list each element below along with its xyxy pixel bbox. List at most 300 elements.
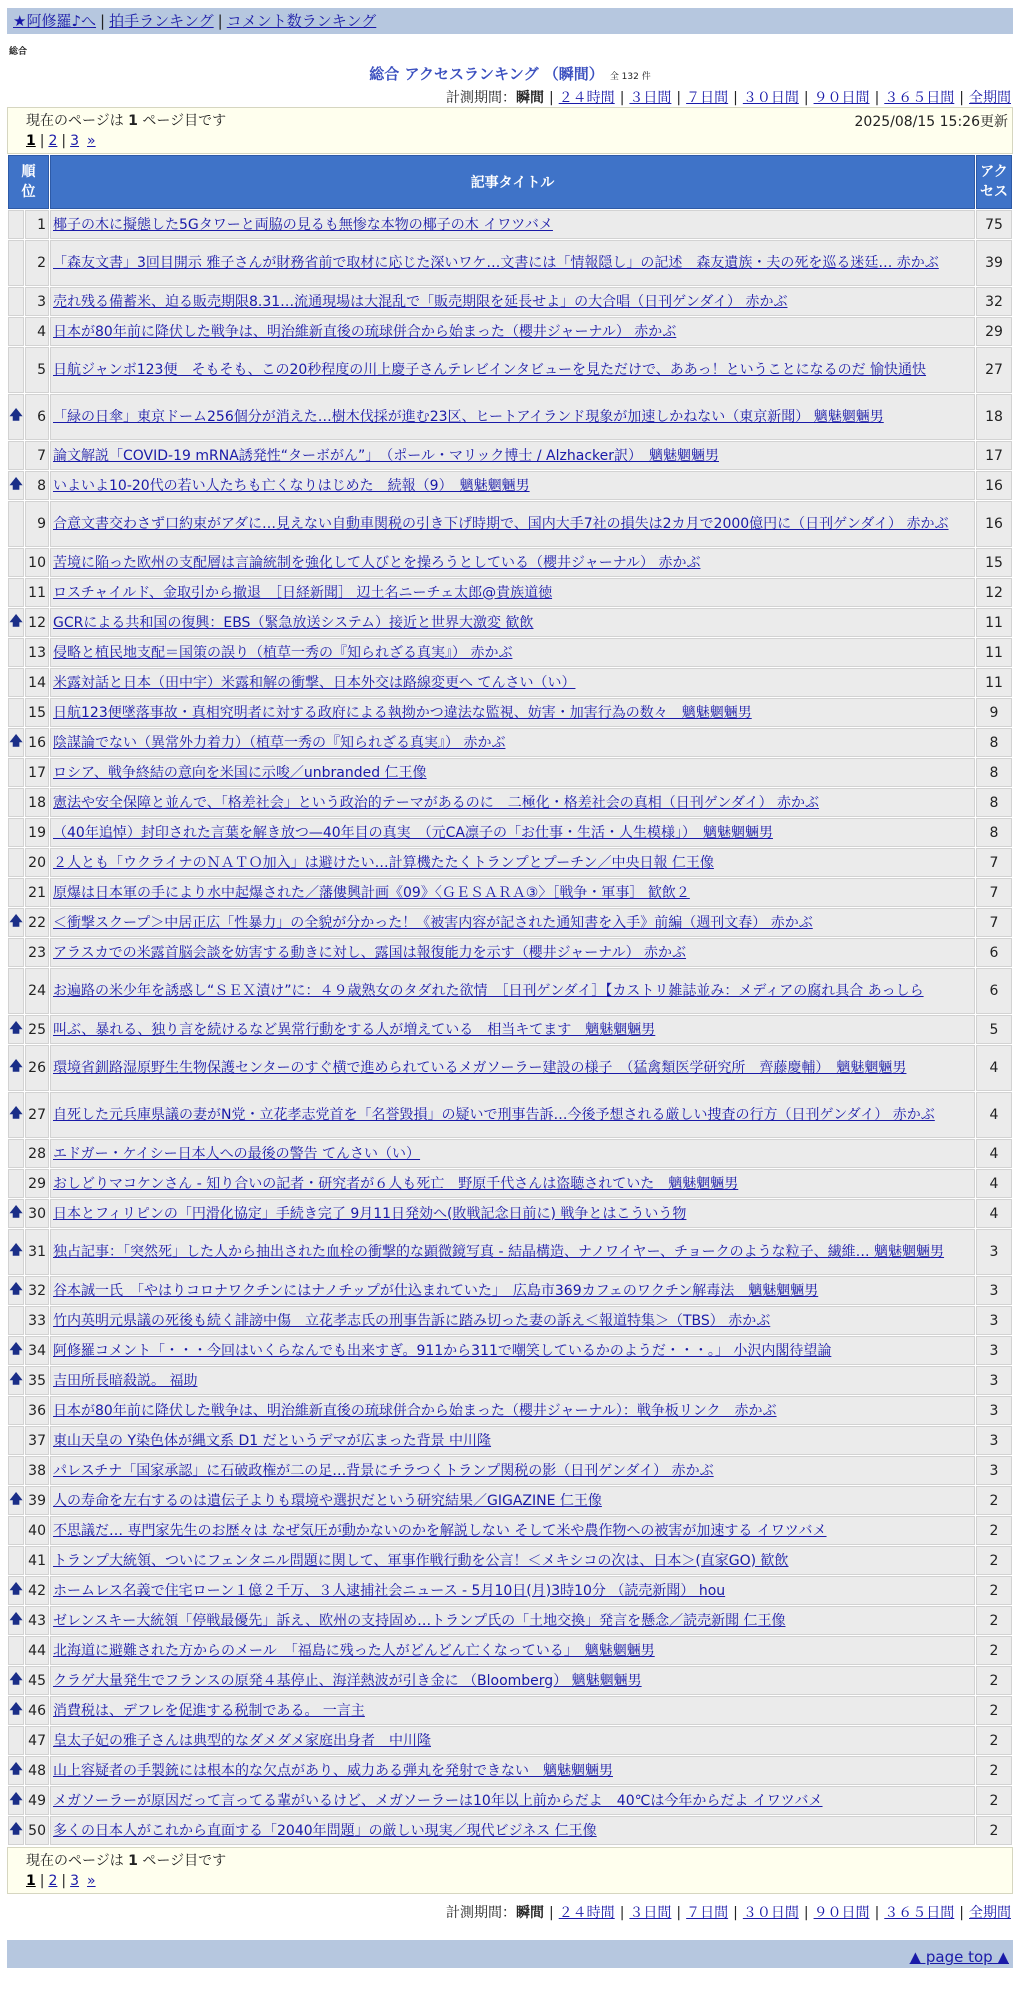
table-row [8, 441, 1012, 470]
title-cell [50, 938, 975, 967]
title-cell [50, 240, 975, 286]
rank-cell: 18 [25, 788, 49, 817]
access-count-cell: 2 [976, 1606, 1012, 1635]
table-row [8, 1229, 1012, 1275]
title-cell [50, 394, 975, 440]
trend-cell [8, 1229, 24, 1275]
bottom-nav [7, 1940, 1013, 1968]
period-option[interactable]: 全期間 [969, 90, 1011, 106]
access-count-cell: 2 [976, 1786, 1012, 1815]
nav-link-applause-ranking[interactable]: 拍手ランキング [109, 12, 214, 30]
title-cell [50, 1546, 975, 1575]
up-arrow-icon: 🡅 [9, 1611, 23, 1627]
article-link[interactable]: 山上容疑者の手製銃には根本的な欠点があり、威力ある弾丸を発射できない 魑魅魍魎男 [53, 1762, 613, 1779]
trend-cell [8, 1276, 24, 1305]
table-row [8, 1045, 1012, 1091]
next-page-link[interactable]: » [87, 133, 96, 149]
article-link[interactable]: 論文解説「COVID-19 mRNA誘発性“ターボがん”」 （ポール・マリック博士 / Alzhacker訳） 魑魅魍魎男 [53, 447, 719, 464]
article-link[interactable]: ＜衝撃スクープ＞中居正広「性暴力」の全貌が分かった！《被害内容が記された通知書を入手》前編（週刊文春） 赤かぶ [53, 914, 813, 931]
trend-cell [8, 1546, 24, 1575]
access-count-cell: 4 [976, 1139, 1012, 1168]
article-link[interactable]: 阿修羅コメント「・・・今回はいくらなんでも出来すぎ。911から311で嘲笑しているかのようだ・・・。」 小沢内閣待望論 [53, 1342, 832, 1359]
table-row [8, 1396, 1012, 1425]
trend-cell [8, 1456, 24, 1485]
period-separator: | [874, 90, 880, 106]
ranking-table-body [8, 210, 1012, 1845]
rank-cell: 24 [25, 968, 49, 1014]
rank-cell: 8 [25, 471, 49, 500]
trend-cell [8, 1015, 24, 1044]
period-separator: | [803, 1905, 809, 1921]
period-separator: | [959, 1905, 964, 1921]
trend-cell [8, 1786, 24, 1815]
rank-cell: 29 [25, 1169, 49, 1198]
rank-cell: 37 [25, 1426, 49, 1455]
title-cell [50, 1576, 975, 1605]
access-count-cell: 6 [976, 968, 1012, 1014]
period-separator: | [676, 1905, 682, 1921]
rank-cell: 38 [25, 1456, 49, 1485]
access-count-cell: 7 [976, 908, 1012, 937]
trend-cell [8, 638, 24, 667]
access-count-cell: 3 [976, 1276, 1012, 1305]
period-option[interactable]: ７日間 [686, 1905, 729, 1921]
page-separator: | [61, 1873, 67, 1889]
trend-cell [8, 728, 24, 757]
up-arrow-icon: 🡅 [9, 1581, 23, 1597]
article-link[interactable]: 日本が80年前に降伏した戦争は、明治維新直後の琉球併合から始まった（櫻井ジャーナル）：戦争板リンク 赤かぶ [53, 1402, 777, 1419]
period-separator: | [548, 1905, 554, 1921]
table-row [8, 471, 1012, 500]
trend-cell [8, 1726, 24, 1755]
title-cell [50, 728, 975, 757]
article-link[interactable]: メガソーラーが原因だって言ってる輩がいるけど、メガソーラーは10年以上前からだよ 40℃は今年からだよ イワツバメ [53, 1792, 823, 1809]
up-arrow-icon: 🡅 [9, 408, 23, 423]
title-cell [50, 1486, 975, 1515]
title-cell [50, 638, 975, 667]
period-label: 計測期間： [445, 1905, 516, 1921]
trend-cell [8, 1576, 24, 1605]
table-row [8, 848, 1012, 877]
rank-cell: 25 [25, 1015, 49, 1044]
table-row [8, 548, 1012, 577]
header-title: 記事タイトル [50, 155, 975, 209]
access-count-cell: 17 [976, 441, 1012, 470]
table-row [8, 728, 1012, 757]
trend-cell [8, 758, 24, 787]
title-cell [50, 1636, 975, 1665]
table-row [8, 1015, 1012, 1044]
title-cell [50, 578, 975, 607]
article-link[interactable]: 環境省釧路湿原野生生物保護センターのすぐ横で進められているメガソーラー建設の様子 （猛禽類医学研究所 齊藤慶輔） 魑魅魍魎男 [53, 1060, 907, 1076]
article-link[interactable]: （40年追悼）封印された言葉を解き放つ—40年目の真実 （元CA凛子の「お仕事・生活・人生模様」） 魑魅魍魎男 [53, 824, 773, 841]
access-count-cell: 3 [976, 1229, 1012, 1275]
trend-cell [8, 698, 24, 727]
table-row [8, 1516, 1012, 1545]
title-cell [50, 1169, 975, 1198]
period-selector-bottom [7, 1902, 1013, 1922]
table-row [8, 287, 1012, 316]
article-link[interactable]: アラスカでの米露首脳会談を妨害する動きに対し、露国は報復能力を示す（櫻井ジャーナル） 赤かぶ [53, 944, 687, 961]
up-arrow-icon: 🡅 [9, 1371, 23, 1387]
title-cell [50, 818, 975, 847]
title-cell [50, 758, 975, 787]
header-access: アクセス [976, 155, 1012, 209]
trend-cell [8, 1486, 24, 1515]
access-count-cell: 16 [976, 501, 1012, 547]
title-cell [50, 1276, 975, 1305]
period-separator: | [676, 90, 682, 106]
article-link[interactable]: 自死した元兵庫県議の妻がN党・立花孝志党首を「名誉毀損」の疑いで刑事告訴…今後予想される厳しい捜査の行方（日刊ゲンダイ） 赤かぶ [53, 1107, 935, 1123]
article-link[interactable]: 苦境に陥った欧州の支配層は言論統制を強化して人びとを操ろうとしている（櫻井ジャーナル） 赤かぶ [53, 554, 701, 571]
access-count-cell: 16 [976, 471, 1012, 500]
page-top-link[interactable]: ▲ page top ▲ [909, 1948, 1009, 1966]
article-link[interactable]: クラゲ大量発生でフランスの原発４基停止、海洋熱波が引き金に （Bloomberg） 魑魅魍魎男 [53, 1672, 642, 1689]
up-arrow-icon: 🡅 [9, 1491, 23, 1507]
access-count-cell: 11 [976, 668, 1012, 697]
table-row [8, 1199, 1012, 1228]
table-row [8, 638, 1012, 667]
period-separator: | [619, 1905, 625, 1921]
period-option[interactable]: ７日間 [686, 90, 729, 106]
title-cell [50, 698, 975, 727]
table-row [8, 240, 1012, 286]
period-label: 計測期間： [445, 90, 516, 106]
table-row [8, 1696, 1012, 1725]
table-row [8, 1426, 1012, 1455]
period-separator: | [733, 1905, 738, 1921]
trend-cell [8, 240, 24, 286]
title-cell [50, 1666, 975, 1695]
rank-cell: 48 [25, 1756, 49, 1785]
table-row [8, 1576, 1012, 1605]
article-link[interactable]: トランプ大統領、ついにフェンタニル問題に関して、軍事作戦行動を公言！＜メキシコの次は、日本＞(直家GO) 歓飲 [53, 1552, 789, 1569]
article-link[interactable]: 合意文書交わさず口約束がアダに…見えない自動車関税の引き下げ時期で、国内大手7社の損失は2カ月で2000億円に（日刊ゲンダイ） 赤かぶ [53, 516, 949, 532]
page-link[interactable]: 3 [70, 1873, 80, 1889]
article-link[interactable]: 「森友文書」3回目開示 雅子さんが財務省前で取材に応じた深いワケ…文書には「情報隠し」の記述 森友遺族・夫の死を巡る迷廷… 赤かぶ [53, 255, 939, 271]
title-cell [50, 848, 975, 877]
trend-cell [8, 578, 24, 607]
period-separator: | [548, 90, 554, 106]
table-row [8, 698, 1012, 727]
trend-cell [8, 1139, 24, 1168]
article-link[interactable]: 米露対話と日本（田中宇）米露和解の衝撃、日本外交は路線変更へ てんさい（い） [53, 674, 576, 691]
page-link[interactable]: 3 [70, 133, 80, 149]
table-row [8, 818, 1012, 847]
trend-cell [8, 441, 24, 470]
article-link[interactable]: 日航ジャンボ123便 そもそも、この20秒程度の川上慶子さんテレビインタビューを見ただけで、ああっ！ということになるのだ 愉快通快 [53, 362, 927, 378]
period-option[interactable]: ３０日間 [742, 1905, 799, 1921]
title-cell [50, 878, 975, 907]
table-row [8, 608, 1012, 637]
article-link[interactable]: 侵略と植民地支配＝国策の誤り（植草一秀の『知られざる真実』） 赤かぶ [53, 644, 513, 661]
title-cell [50, 608, 975, 637]
article-link[interactable]: 日本が80年前に降伏した戦争は、明治維新直後の琉球併合から始まった（櫻井ジャーナル） 赤かぶ [53, 323, 677, 340]
period-separator: | [803, 90, 809, 106]
next-page-link[interactable]: » [87, 1873, 96, 1889]
title-cell [50, 1696, 975, 1725]
up-arrow-icon: 🡅 [9, 1761, 23, 1777]
rank-cell: 7 [25, 441, 49, 470]
table-row [8, 1606, 1012, 1635]
page-link[interactable]: 1 [26, 133, 36, 149]
trend-cell [8, 1606, 24, 1635]
ranking-heading [7, 63, 1013, 81]
article-link[interactable]: 北海道に避難された方からのメール 「福島に残った人がどんどん亡くなっている」 魑魅魍魎男 [53, 1642, 655, 1659]
article-link[interactable]: 谷本誠一氏 「やはりコロナワクチンにはナノチップが仕込まれていた」 広島市369カフェのワクチン解毒法 魑魅魍魎男 [53, 1282, 819, 1299]
article-link[interactable]: 叫ぶ、暴れる、独り言を続けるなど異常行動をする人が増えている 相当キてます 魑魅魍魎男 [53, 1021, 656, 1038]
access-count-cell: 2 [976, 1666, 1012, 1695]
article-link[interactable]: 竹内英明元県議の死後も続く誹謗中傷 立花孝志氏の刑事告訴に踏み切った妻の訴え＜報道特集＞（TBS） 赤かぶ [53, 1312, 771, 1329]
rank-cell: 46 [25, 1696, 49, 1725]
rank-cell: 6 [25, 394, 49, 440]
rank-cell: 21 [25, 878, 49, 907]
period-separator: | [733, 90, 738, 106]
access-count-cell: 8 [976, 818, 1012, 847]
rank-cell: 28 [25, 1139, 49, 1168]
access-count-cell: 2 [976, 1516, 1012, 1545]
period-option[interactable]: ３６５日間 [884, 90, 955, 106]
access-count-cell: 15 [976, 548, 1012, 577]
article-link[interactable]: ２人とも「ウクライナのＮＡＴＯ加入」は避けたい…計算機たたくトランプとプーチン／中央日報 仁王像 [53, 854, 714, 871]
rank-cell: 15 [25, 698, 49, 727]
rank-cell: 4 [25, 317, 49, 346]
table-row [8, 1756, 1012, 1785]
trend-cell [8, 1426, 24, 1455]
article-link[interactable]: 不思議だ… 専門家先生のお歴々は なぜ気圧が動かないのかを解説しない そして米や農作物への被害が加速する イワツバメ [53, 1522, 827, 1539]
title-cell [50, 210, 975, 239]
trend-cell [8, 1366, 24, 1395]
article-link[interactable]: 皇太子妃の雅子さんは典型的なダメダメ家庭出身者 中川隆 [53, 1732, 431, 1749]
period-option[interactable]: ９０日間 [813, 1905, 870, 1921]
table-row [8, 908, 1012, 937]
title-cell [50, 1516, 975, 1545]
table-row [8, 501, 1012, 547]
access-count-cell: 2 [976, 1726, 1012, 1755]
rank-cell: 43 [25, 1606, 49, 1635]
access-count-cell: 7 [976, 878, 1012, 907]
page-separator: | [39, 1873, 45, 1889]
article-link[interactable]: ロスチャイルド、金取引から撤退 ［日経新聞］ 辺土名ニーチェ太郎@貴族道徳 [53, 584, 553, 601]
nav-link-comment-ranking[interactable]: コメント数ランキング [226, 12, 377, 30]
rank-cell: 26 [25, 1045, 49, 1091]
article-link[interactable]: 消費税は、デフレを促進する税制である。 一言主 [53, 1702, 365, 1719]
access-count-cell: 4 [976, 1199, 1012, 1228]
access-count-cell: 7 [976, 848, 1012, 877]
table-row [8, 788, 1012, 817]
article-link[interactable]: エドガー・ケイシー日本人への最後の警告 てんさい（い） [53, 1145, 421, 1162]
article-link[interactable]: おしどりマコケンさん - 知り合いの記者・研究者が６人も死亡 野原千代さんは盗聴されていた 魑魅魍魎男 [53, 1175, 739, 1192]
article-link[interactable]: ロシア、戦争終結の意向を米国に示唆／unbranded 仁王像 [53, 764, 427, 781]
article-link[interactable]: 日本とフィリピンの「円滑化協定」手続き完了 9月11日発効へ(敗戦記念日前に) 戦争とはこういう物 [53, 1205, 687, 1222]
rank-cell: 33 [25, 1306, 49, 1335]
table-header-row [8, 155, 1012, 209]
rank-cell: 27 [25, 1092, 49, 1138]
table-row [8, 317, 1012, 346]
trend-cell [8, 1336, 24, 1365]
article-link[interactable]: いよいよ10-20代の若い人たちも亡くなりはじめた 続報（9） 魑魅魍魎男 [53, 477, 530, 494]
table-row [8, 1336, 1012, 1365]
rank-cell: 2 [25, 240, 49, 286]
rank-cell: 50 [25, 1816, 49, 1845]
article-link[interactable]: 憲法や安全保障と並んで、「格差社会」という政治的テーマがあるのに 二極化・格差社会の真相（日刊ゲンダイ） 赤かぶ [53, 794, 820, 811]
pagination-bottom [26, 1873, 1006, 1889]
updated-timestamp: 2025/08/15 15:26更新 [854, 114, 1008, 130]
access-count-cell: 9 [976, 698, 1012, 727]
access-count-cell: 2 [976, 1486, 1012, 1515]
trend-cell [8, 1169, 24, 1198]
access-count-cell: 4 [976, 1169, 1012, 1198]
access-count-cell: 3 [976, 1336, 1012, 1365]
period-option[interactable]: ３０日間 [742, 90, 799, 106]
period-option[interactable]: ９０日間 [813, 90, 870, 106]
article-link[interactable]: GCRによる共和国の復興：EBS（緊急放送システム）接近と世界大激変 歓飲 [53, 614, 534, 631]
trend-cell [8, 848, 24, 877]
rank-cell: 34 [25, 1336, 49, 1365]
trend-cell [8, 878, 24, 907]
access-count-cell: 2 [976, 1576, 1012, 1605]
rank-cell: 17 [25, 758, 49, 787]
trend-cell [8, 1306, 24, 1335]
header-rank: 順位 [8, 155, 49, 209]
up-arrow-icon: 🡅 [9, 1821, 23, 1837]
article-link[interactable]: ゼレンスキー大統領「停戦最優先」訴え、欧州の支持固め…トランプ氏の「土地交換」発言を懸念／読売新聞 仁王像 [53, 1612, 786, 1629]
rank-cell: 11 [25, 578, 49, 607]
article-link[interactable]: 多くの日本人がこれから直面する「2040年問題」の厳しい現実／現代ビジネス 仁王像 [53, 1822, 597, 1839]
title-cell [50, 1726, 975, 1755]
table-row [8, 1486, 1012, 1515]
title-cell [50, 441, 975, 470]
access-count-cell: 75 [976, 210, 1012, 239]
table-row [8, 968, 1012, 1014]
article-link[interactable]: 陰謀論でない（異常外力着力）（植草一秀の『知られざる真実』） 赤かぶ [53, 734, 506, 751]
ranking-table [7, 154, 1013, 1846]
period-current: 瞬間 [515, 90, 544, 106]
title-cell [50, 1306, 975, 1335]
article-link[interactable]: 吉田所長暗殺説。 福助 [53, 1372, 198, 1389]
up-arrow-icon: 🡅 [9, 476, 23, 492]
page-separator: | [61, 133, 67, 149]
access-count-cell: 8 [976, 788, 1012, 817]
article-link[interactable]: 原爆は日本軍の手により水中起爆された／藩僂興計画《09》〈ＧＥＳＡＲＡ③〉［戦争・軍事］ 歓飲２ [53, 884, 690, 901]
period-option[interactable]: 全期間 [969, 1905, 1011, 1921]
page-link[interactable]: 2 [48, 133, 58, 149]
title-cell [50, 788, 975, 817]
article-link[interactable]: 人の寿命を左右するのは遺伝子よりも環境や選択だという研究結果／GIGAZINE 仁王像 [53, 1492, 602, 1509]
trend-cell [8, 818, 24, 847]
title-cell [50, 1139, 975, 1168]
article-link[interactable]: 日航123便墜落事故・真相究明者に対する政府による執拗かつ違法な監視、妨害・加害行為の数々 魑魅魍魎男 [53, 704, 752, 721]
period-option[interactable]: ３６５日間 [884, 1905, 955, 1921]
rank-cell: 31 [25, 1229, 49, 1275]
rank-cell: 32 [25, 1276, 49, 1305]
access-count-cell: 12 [976, 578, 1012, 607]
rank-cell: 16 [25, 728, 49, 757]
trend-cell [8, 1199, 24, 1228]
trend-cell [8, 608, 24, 637]
up-arrow-icon: 🡅 [9, 1243, 23, 1258]
access-count-cell: 3 [976, 1396, 1012, 1425]
page-link[interactable]: 2 [48, 1873, 58, 1889]
table-row [8, 1816, 1012, 1845]
period-separator: | [959, 90, 964, 106]
rank-cell: 10 [25, 548, 49, 577]
article-link[interactable]: お遍路の米少年を誘惑し“ＳＥＸ漬け”に：４９歳熟女のタダれた欲情 ［日刊ゲンダイ］【カストリ雑誌並み：メディアの腐れ具合 あっしら [53, 983, 924, 999]
title-cell [50, 968, 975, 1014]
table-row [8, 1139, 1012, 1168]
title-cell [50, 1786, 975, 1815]
up-arrow-icon: 🡅 [9, 1341, 23, 1357]
title-cell [50, 501, 975, 547]
table-row [8, 938, 1012, 967]
page-title: 総合 アクセスランキング （瞬間） [369, 65, 604, 83]
article-link[interactable]: 「緑の日傘」東京ドーム256個分が消えた…樹木伐採が進む23区、ヒートアイランド現象が加速しかねない（東京新聞） 魑魅魍魎男 [53, 409, 884, 425]
up-arrow-icon: 🡅 [9, 1791, 23, 1807]
access-count-cell: 32 [976, 287, 1012, 316]
access-count-cell: 18 [976, 394, 1012, 440]
period-option[interactable]: ３日間 [629, 90, 672, 106]
article-link[interactable]: パレスチナ「国家承認」に石破政権が二の足…背景にチラつくトランプ関税の影（日刊ゲンダイ） 赤かぶ [53, 1462, 714, 1479]
rank-cell: 45 [25, 1666, 49, 1695]
rank-cell: 44 [25, 1636, 49, 1665]
access-count-cell: 11 [976, 608, 1012, 637]
period-option[interactable]: ２４時間 [558, 90, 615, 106]
trend-cell [8, 471, 24, 500]
trend-cell [8, 1516, 24, 1545]
trend-cell [8, 347, 24, 393]
rank-cell: 9 [25, 501, 49, 547]
table-row [8, 1666, 1012, 1695]
access-count-cell: 2 [976, 1696, 1012, 1725]
article-link[interactable]: 東山天皇の Y染色体が縄文系 D1 だというデマが広まった背景 中川隆 [53, 1432, 492, 1449]
access-count-cell: 2 [976, 1636, 1012, 1665]
pagination-top [26, 133, 1006, 149]
title-cell [50, 1816, 975, 1845]
article-link[interactable]: ホームレス名義で住宅ローン１億２千万、３人逮捕社会ニュース - 5月10日(月)3時10分 （読売新聞） hou [53, 1582, 726, 1599]
article-link[interactable]: 売れ残る備蓄米、迫る販売期限8.31…流通現場は大混乱で「販売期限を延長せよ」の大合唱（日刊ゲンダイ） 赤かぶ [53, 293, 788, 310]
title-cell [50, 347, 975, 393]
access-count-cell: 11 [976, 638, 1012, 667]
access-count-cell: 29 [976, 317, 1012, 346]
article-link[interactable]: 独占記事：「突然死」した人から抽出された血栓の衝撃的な顕微鏡写真 - 結晶構造、ナノワイヤー、チョークのような粒子、繊維… 魑魅魍魎男 [53, 1244, 945, 1260]
rank-cell: 35 [25, 1366, 49, 1395]
rank-cell: 13 [25, 638, 49, 667]
up-arrow-icon: 🡅 [9, 1701, 23, 1717]
access-count-cell: 5 [976, 1015, 1012, 1044]
nav-link-asyura-top[interactable]: ★阿修羅♪へ [13, 12, 97, 30]
trend-cell [8, 788, 24, 817]
title-cell [50, 1199, 975, 1228]
table-row [8, 1276, 1012, 1305]
up-arrow-icon: 🡅 [9, 1106, 23, 1121]
rank-cell: 5 [25, 347, 49, 393]
top-nav [7, 8, 1013, 34]
page-link[interactable]: 1 [26, 1873, 36, 1889]
period-option[interactable]: ２４時間 [558, 1905, 615, 1921]
table-row [8, 347, 1012, 393]
period-separator: | [619, 90, 625, 106]
access-count-cell: 3 [976, 1366, 1012, 1395]
period-option[interactable]: ３日間 [629, 1905, 672, 1921]
nav-separator: | [217, 12, 223, 30]
article-link[interactable]: 椰子の木に擬態した5Gタワーと両脇の見るも無惨な本物の椰子の木 イワツバメ [53, 216, 553, 233]
title-cell [50, 1045, 975, 1091]
up-arrow-icon: 🡅 [9, 1059, 23, 1074]
table-row [8, 878, 1012, 907]
trend-cell [8, 1696, 24, 1725]
up-arrow-icon: 🡅 [9, 1281, 23, 1297]
rank-cell: 22 [25, 908, 49, 937]
